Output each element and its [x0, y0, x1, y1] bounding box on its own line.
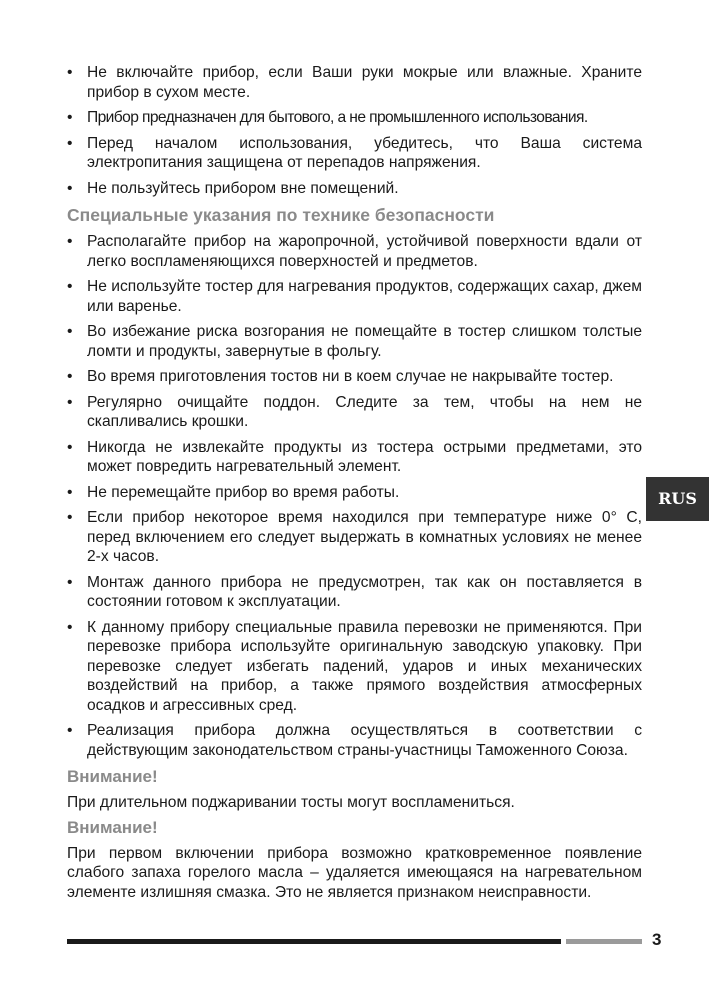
list-item: • Прибор предназначен для бытового, а не промышленного использования.	[67, 108, 642, 128]
list-item: • Не перемещайте прибор во время работы.	[67, 483, 642, 503]
footer-rule-grey	[566, 939, 642, 944]
section-heading: Специальные указания по технике безопасности	[67, 205, 495, 225]
list-item: • Если прибор некоторое время находился при температуре ниже 0° С, перед включением его следует выдержать в комнатных условиях не менее 2-х часов.	[67, 508, 642, 567]
list-item: • Не используйте тостер для нагревания продуктов, содержащих сахар, джем или варенье.	[67, 277, 642, 316]
language-tab: RUS	[646, 477, 709, 521]
list-item: • Перед началом использования, убедитесь, что Ваша система электропитания защищена от перепадов напряжения.	[67, 134, 642, 173]
list-item: • Не пользуйтесь прибором вне помещений.	[67, 179, 642, 199]
page-number: 3	[652, 930, 662, 949]
attention-heading-1: Внимание!	[67, 767, 158, 786]
attention-text-1: При длительном поджаривании тосты могут воспламениться.	[67, 794, 515, 811]
list-item: • Регулярно очищайте поддон. Следите за тем, чтобы на нем не скапливались крошки.	[67, 393, 642, 432]
list-item: • Располагайте прибор на жаропрочной, устойчивой поверхности вдали от легко воспламеняющихся поверхностей и предметов.	[67, 232, 642, 271]
list-item: • Во избежание риска возгорания не помещайте в тостер слишком толстые ломти и продукты, завернутые в фольгу.	[67, 322, 642, 361]
list-item: • Монтаж данного прибора не предусмотрен, так как он поставляется в состоянии готовом к эксплуатации.	[67, 573, 642, 612]
special-instructions-list	[67, 232, 642, 760]
list-item: • Не включайте прибор, если Ваши руки мокрые или влажные. Храните прибор в сухом месте.	[67, 63, 642, 102]
list-item: • Реализация прибора должна осуществляться в соответствии с действующим законодательством страны-участницы Таможенного Союза.	[67, 721, 642, 760]
list-item: • Во время приготовления тостов ни в коем случае не накрывайте тостер.	[67, 367, 642, 387]
attention-text-2: При первом включении прибора возможно кратковременное появление слабого запаха горелого масла – удаляется имеющаяся на нагревательном элементе излишняя смазка. Это не является признаком неисправности.	[67, 844, 642, 901]
list-item: • К данному прибору специальные правила перевозки не применяются. При перевозке прибора используйте оригинальную заводскую упаковку. При перевозке следует избегать падений, ударов и иных механических воздействий на прибор, а также прямого воздействия атмосферных осадков и агрессивных сред.	[67, 618, 642, 716]
general-warnings-list	[67, 63, 642, 198]
list-item: • Никогда не извлекайте продукты из тостера острыми предметами, это может повредить нагревательный элемент.	[67, 438, 642, 477]
footer-rule-dark	[67, 939, 561, 944]
manual-page-content	[67, 63, 642, 904]
attention-heading-2: Внимание!	[67, 817, 158, 837]
